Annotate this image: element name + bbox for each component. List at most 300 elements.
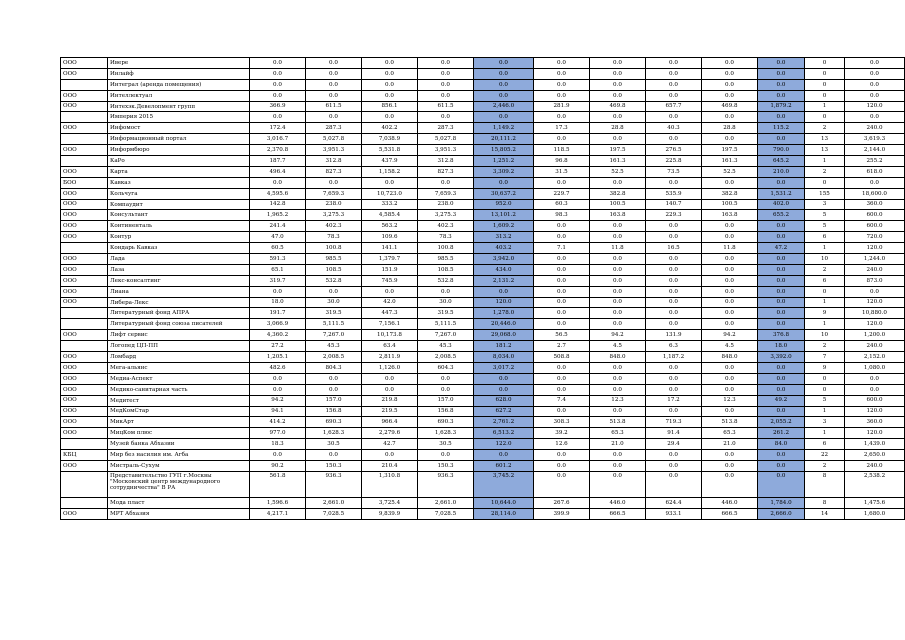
value-cell: 399.9	[534, 508, 590, 519]
value-cell: 7,038.9	[362, 134, 418, 145]
value-cell: 513.8	[702, 417, 758, 428]
value-cell: 0.0	[534, 232, 590, 243]
value-cell: 0.0	[646, 254, 702, 265]
value-cell: 611.5	[306, 101, 362, 112]
value-cell: 0.0	[646, 471, 702, 497]
value-cell: 240.0	[845, 341, 905, 352]
value-cell: 120.0	[845, 406, 905, 417]
value-cell: 333.2	[362, 199, 418, 210]
value-cell: 4.5	[702, 341, 758, 352]
value-cell: 0	[805, 68, 845, 79]
value-cell: 366.9	[250, 101, 306, 112]
value-cell: 163.8	[702, 210, 758, 221]
value-cell: 18.0	[758, 341, 805, 352]
value-cell: 0.0	[474, 286, 534, 297]
value-cell: 3,392.0	[758, 352, 805, 363]
value-cell: 0.0	[534, 68, 590, 79]
value-cell: 376.8	[758, 330, 805, 341]
value-cell: 0.0	[845, 58, 905, 69]
value-cell: 1	[805, 406, 845, 417]
value-cell: 0.0	[362, 450, 418, 461]
value-cell: 0.0	[590, 362, 646, 373]
value-cell: 5	[805, 395, 845, 406]
value-cell: 0.0	[306, 177, 362, 188]
value-cell: 150.3	[306, 460, 362, 471]
value-cell: 0.0	[702, 264, 758, 275]
value-cell: 8,034.0	[474, 352, 534, 363]
table-row	[61, 199, 905, 210]
value-cell: 402.0	[758, 199, 805, 210]
value-cell: 873.0	[845, 275, 905, 286]
value-cell: 1,149.2	[474, 123, 534, 134]
value-cell: 0.0	[646, 68, 702, 79]
value-cell: 261.2	[758, 428, 805, 439]
org-form-cell: ООО	[61, 297, 108, 308]
value-cell: 434.0	[474, 264, 534, 275]
value-cell: 0.0	[590, 90, 646, 101]
value-cell: 11.8	[702, 243, 758, 254]
org-form-cell: ООО	[61, 68, 108, 79]
value-cell: 2,144.0	[845, 145, 905, 156]
value-cell: 0.0	[534, 450, 590, 461]
org-form-cell: ООО	[61, 210, 108, 221]
value-cell: 3,275.3	[418, 210, 474, 221]
value-cell: 827.3	[418, 166, 474, 177]
table-row	[61, 264, 905, 275]
value-cell: 0.0	[418, 58, 474, 69]
value-cell: 0.0	[306, 79, 362, 90]
organization-name-cell: МикАрт	[108, 417, 250, 428]
value-cell: 1,244.0	[845, 254, 905, 265]
org-form-cell: ООО	[61, 232, 108, 243]
organization-name-cell: Интеграл (аренда помещения)	[108, 79, 250, 90]
organization-name-cell: Карта	[108, 166, 250, 177]
value-cell: 0.0	[534, 254, 590, 265]
value-cell: 848.0	[590, 352, 646, 363]
value-cell: 0.0	[646, 264, 702, 275]
value-cell: 0.0	[362, 177, 418, 188]
value-cell: 287.3	[306, 123, 362, 134]
value-cell: 0.0	[702, 450, 758, 461]
value-cell: 8	[805, 471, 845, 497]
value-cell: 0.0	[646, 275, 702, 286]
value-cell: 49.2	[758, 395, 805, 406]
value-cell: 0.0	[646, 221, 702, 232]
value-cell: 790.0	[758, 145, 805, 156]
value-cell: 0.0	[534, 297, 590, 308]
table-row	[61, 254, 905, 265]
value-cell: 18.3	[250, 439, 306, 450]
value-cell: 21.0	[702, 439, 758, 450]
value-cell: 2,661.0	[306, 497, 362, 508]
value-cell: 469.8	[702, 101, 758, 112]
org-form-cell: ООО	[61, 275, 108, 286]
table-row	[61, 508, 905, 519]
org-form-cell: ООО	[61, 406, 108, 417]
org-form-cell	[61, 156, 108, 167]
value-cell: 719.3	[646, 417, 702, 428]
value-cell: 0.0	[474, 58, 534, 69]
value-cell: 94.2	[590, 330, 646, 341]
organization-name-cell: Компаудит	[108, 199, 250, 210]
value-cell: 0.0	[418, 177, 474, 188]
organization-name-cell: Мега-альянс	[108, 362, 250, 373]
value-cell: 0.0	[590, 264, 646, 275]
org-form-cell	[61, 439, 108, 450]
org-form-cell: ООО	[61, 460, 108, 471]
value-cell: 308.3	[534, 417, 590, 428]
value-cell: 100.8	[418, 243, 474, 254]
value-cell: 0.0	[534, 112, 590, 123]
value-cell: 7,267.0	[306, 330, 362, 341]
value-cell: 5,111.5	[306, 319, 362, 330]
value-cell: 7,028.5	[418, 508, 474, 519]
value-cell: 1,379.7	[362, 254, 418, 265]
value-cell: 1	[805, 319, 845, 330]
value-cell: 161.3	[590, 156, 646, 167]
value-cell: 0.0	[534, 286, 590, 297]
value-cell: 94.1	[250, 406, 306, 417]
org-form-cell: ООО	[61, 58, 108, 69]
value-cell: 225.8	[646, 156, 702, 167]
value-cell: 414.2	[250, 417, 306, 428]
value-cell: 21.0	[590, 439, 646, 450]
value-cell: 0.0	[758, 471, 805, 497]
value-cell: 2	[805, 341, 845, 352]
value-cell: 360.0	[845, 199, 905, 210]
value-cell: 0.0	[362, 90, 418, 101]
value-cell: 0.0	[646, 297, 702, 308]
value-cell: 0.0	[646, 450, 702, 461]
value-cell: 5	[805, 221, 845, 232]
value-cell: 10	[805, 254, 845, 265]
org-form-cell	[61, 243, 108, 254]
value-cell: 13	[805, 145, 845, 156]
value-cell: 0.0	[418, 112, 474, 123]
value-cell: 120.0	[845, 428, 905, 439]
value-cell: 0.0	[758, 297, 805, 308]
organization-name-cell: Ломбард	[108, 352, 250, 363]
value-cell: 936.3	[418, 471, 474, 497]
value-cell: 141.1	[362, 243, 418, 254]
value-cell: 42.7	[362, 439, 418, 450]
value-cell: 108.5	[418, 264, 474, 275]
value-cell: 3,951.3	[306, 145, 362, 156]
value-cell: 600.0	[845, 221, 905, 232]
value-cell: 985.5	[418, 254, 474, 265]
value-cell: 13,101.2	[474, 210, 534, 221]
value-cell: 0.0	[306, 286, 362, 297]
value-cell: 0.0	[845, 79, 905, 90]
value-cell: 3,275.3	[306, 210, 362, 221]
value-cell: 933.1	[646, 508, 702, 519]
value-cell: 0.0	[702, 112, 758, 123]
value-cell: 0.0	[250, 58, 306, 69]
value-cell: 0.0	[534, 134, 590, 145]
value-cell: 0.0	[758, 221, 805, 232]
table-row	[61, 58, 905, 69]
value-cell: 120.0	[845, 297, 905, 308]
value-cell: 0.0	[702, 58, 758, 69]
value-cell: 210.4	[362, 460, 418, 471]
value-cell: 604.3	[418, 362, 474, 373]
value-cell: 42.0	[362, 297, 418, 308]
value-cell: 276.5	[646, 145, 702, 156]
value-cell: 0.0	[250, 373, 306, 384]
value-cell: 30.0	[306, 297, 362, 308]
value-cell: 1,278.0	[474, 308, 534, 319]
value-cell: 0.0	[758, 286, 805, 297]
value-cell: 0.0	[534, 275, 590, 286]
value-cell: 0.0	[250, 68, 306, 79]
value-cell: 0.0	[534, 79, 590, 90]
value-cell: 0.0	[474, 79, 534, 90]
value-cell: 2,008.5	[418, 352, 474, 363]
value-cell: 140.7	[646, 199, 702, 210]
org-form-cell: ООО	[61, 199, 108, 210]
value-cell: 655.2	[758, 210, 805, 221]
organization-name-cell: Литературный фонд АПРА	[108, 308, 250, 319]
value-cell: 0.0	[702, 362, 758, 373]
value-cell: 657.7	[646, 101, 702, 112]
value-cell: 0.0	[534, 319, 590, 330]
value-cell: 60.3	[534, 199, 590, 210]
value-cell: 0	[805, 112, 845, 123]
organization-name-cell: Литературный фонд союза писателей	[108, 319, 250, 330]
table-row	[61, 232, 905, 243]
organization-name-cell: Лаза	[108, 264, 250, 275]
value-cell: 0.0	[250, 177, 306, 188]
value-cell: 532.8	[306, 275, 362, 286]
value-cell: 0.0	[758, 90, 805, 101]
value-cell: 30.5	[306, 439, 362, 450]
value-cell: 4.5	[590, 341, 646, 352]
value-cell: 0.0	[646, 90, 702, 101]
value-cell: 0.0	[306, 68, 362, 79]
value-cell: 0	[805, 286, 845, 297]
value-cell: 73.5	[646, 166, 702, 177]
value-cell: 7,659.3	[418, 188, 474, 199]
value-cell: 2,666.0	[758, 508, 805, 519]
org-form-cell: ООО	[61, 373, 108, 384]
value-cell: 0.0	[250, 90, 306, 101]
table-row	[61, 450, 905, 461]
value-cell: 0.0	[474, 90, 534, 101]
value-cell: 1,158.2	[362, 166, 418, 177]
value-cell: 13	[805, 134, 845, 145]
value-cell: 563.2	[362, 221, 418, 232]
org-form-cell: ООО	[61, 188, 108, 199]
value-cell: 10,644.0	[474, 497, 534, 508]
value-cell: 0.0	[534, 460, 590, 471]
value-cell: 2	[805, 460, 845, 471]
value-cell: 0.0	[534, 177, 590, 188]
value-cell: 0.0	[758, 308, 805, 319]
value-cell: 0.0	[474, 384, 534, 395]
org-form-cell: ООО	[61, 508, 108, 519]
value-cell: 7	[805, 352, 845, 363]
value-cell: 611.5	[418, 101, 474, 112]
value-cell: 1,310.8	[362, 471, 418, 497]
value-cell: 0.0	[758, 254, 805, 265]
org-form-cell	[61, 112, 108, 123]
value-cell: 151.9	[362, 264, 418, 275]
value-cell: 627.2	[474, 406, 534, 417]
value-cell: 966.4	[362, 417, 418, 428]
org-form-cell	[61, 79, 108, 90]
value-cell: 601.2	[474, 460, 534, 471]
value-cell: 1	[805, 243, 845, 254]
value-cell: 561.8	[250, 471, 306, 497]
value-cell: 360.0	[845, 417, 905, 428]
value-cell: 100.8	[306, 243, 362, 254]
org-form-cell: ООО	[61, 101, 108, 112]
value-cell: 91.4	[646, 428, 702, 439]
value-cell: 28.8	[590, 123, 646, 134]
value-cell: 804.3	[306, 362, 362, 373]
value-cell: 0.0	[418, 286, 474, 297]
value-cell: 0.0	[590, 232, 646, 243]
value-cell: 45.3	[306, 341, 362, 352]
value-cell: 2,008.5	[306, 352, 362, 363]
value-cell: 142.8	[250, 199, 306, 210]
value-cell: 20,111.2	[474, 134, 534, 145]
table-row	[61, 460, 905, 471]
value-cell: 0.0	[646, 460, 702, 471]
value-cell: 1	[805, 156, 845, 167]
value-cell: 0.0	[646, 373, 702, 384]
value-cell: 1,628.3	[418, 428, 474, 439]
table-row	[61, 101, 905, 112]
value-cell: 5	[805, 210, 845, 221]
value-cell: 78.3	[306, 232, 362, 243]
value-cell: 469.8	[590, 101, 646, 112]
value-cell: 197.5	[590, 145, 646, 156]
value-cell: 1,080.0	[845, 362, 905, 373]
value-cell: 122.0	[474, 439, 534, 450]
value-cell: 0	[805, 373, 845, 384]
value-cell: 0.0	[534, 308, 590, 319]
value-cell: 10,723.0	[362, 188, 418, 199]
value-cell: 0.0	[306, 450, 362, 461]
value-cell: 240.0	[845, 460, 905, 471]
table-row	[61, 497, 905, 508]
value-cell: 6.3	[646, 341, 702, 352]
value-cell: 0.0	[306, 90, 362, 101]
value-cell: 313.2	[474, 232, 534, 243]
value-cell: 600.0	[845, 395, 905, 406]
value-cell: 0	[805, 177, 845, 188]
value-cell: 3,066.9	[250, 319, 306, 330]
value-cell: 0.0	[590, 275, 646, 286]
value-cell: 255.2	[845, 156, 905, 167]
value-cell: 0.0	[702, 79, 758, 90]
value-cell: 0.0	[590, 286, 646, 297]
organization-name-cell: Музей банка Абхазии	[108, 439, 250, 450]
value-cell: 4,217.1	[250, 508, 306, 519]
value-cell: 172.4	[250, 123, 306, 134]
table-row	[61, 79, 905, 90]
value-cell: 0.0	[758, 112, 805, 123]
table-row	[61, 417, 905, 428]
value-cell: 720.0	[845, 232, 905, 243]
value-cell: 17.2	[646, 395, 702, 406]
organization-name-cell: Инлайф	[108, 68, 250, 79]
value-cell: 0.0	[362, 286, 418, 297]
value-cell: 402.3	[418, 221, 474, 232]
value-cell: 496.4	[250, 166, 306, 177]
value-cell: 312.8	[306, 156, 362, 167]
value-cell: 281.9	[534, 101, 590, 112]
value-cell: 267.6	[534, 497, 590, 508]
value-cell: 0.0	[758, 134, 805, 145]
organization-name-cell: Мистраль-Сухум	[108, 460, 250, 471]
value-cell: 745.9	[362, 275, 418, 286]
value-cell: 0.0	[590, 254, 646, 265]
org-form-cell: ООО	[61, 221, 108, 232]
value-cell: 2	[805, 166, 845, 177]
value-cell: 0.0	[362, 112, 418, 123]
value-cell: 2.7	[534, 341, 590, 352]
org-form-cell	[61, 471, 108, 497]
value-cell: 84.0	[758, 439, 805, 450]
value-cell: 2,650.0	[845, 450, 905, 461]
organization-name-cell: Инфомост	[108, 123, 250, 134]
table-row	[61, 373, 905, 384]
value-cell: 0.0	[702, 68, 758, 79]
table-row	[61, 210, 905, 221]
table-row	[61, 90, 905, 101]
value-cell: 28.8	[702, 123, 758, 134]
value-cell: 3	[805, 199, 845, 210]
value-cell: 0.0	[758, 275, 805, 286]
organization-name-cell: Лифт сервис	[108, 330, 250, 341]
value-cell: 0.0	[646, 112, 702, 123]
value-cell: 0.0	[534, 362, 590, 373]
value-cell: 96.8	[534, 156, 590, 167]
value-cell: 11.8	[590, 243, 646, 254]
organization-name-cell: Консультант	[108, 210, 250, 221]
value-cell: 30.5	[418, 439, 474, 450]
value-cell: 109.6	[362, 232, 418, 243]
value-cell: 0	[805, 384, 845, 395]
spreadsheet	[60, 57, 905, 520]
value-cell: 0.0	[845, 68, 905, 79]
value-cell: 402.3	[306, 221, 362, 232]
value-cell: 591.3	[250, 254, 306, 265]
value-cell: 402.2	[362, 123, 418, 134]
value-cell: 29.4	[646, 439, 702, 450]
value-cell: 0.0	[590, 177, 646, 188]
table-row	[61, 134, 905, 145]
value-cell: 7,028.5	[306, 508, 362, 519]
value-cell: 7,267.0	[418, 330, 474, 341]
value-cell: 0.0	[646, 79, 702, 90]
value-cell: 0.0	[474, 177, 534, 188]
table-row	[61, 145, 905, 156]
value-cell: 52.5	[702, 166, 758, 177]
value-cell: 9,839.9	[362, 508, 418, 519]
value-cell: 0.0	[702, 406, 758, 417]
value-cell: 2	[805, 264, 845, 275]
organization-name-cell: Медитест	[108, 395, 250, 406]
value-cell: 18.0	[250, 297, 306, 308]
value-cell: 0.0	[362, 79, 418, 90]
org-form-cell	[61, 308, 108, 319]
value-cell: 0.0	[758, 406, 805, 417]
organization-name-cell: Мода пласт	[108, 497, 250, 508]
value-cell: 5,531.8	[362, 145, 418, 156]
